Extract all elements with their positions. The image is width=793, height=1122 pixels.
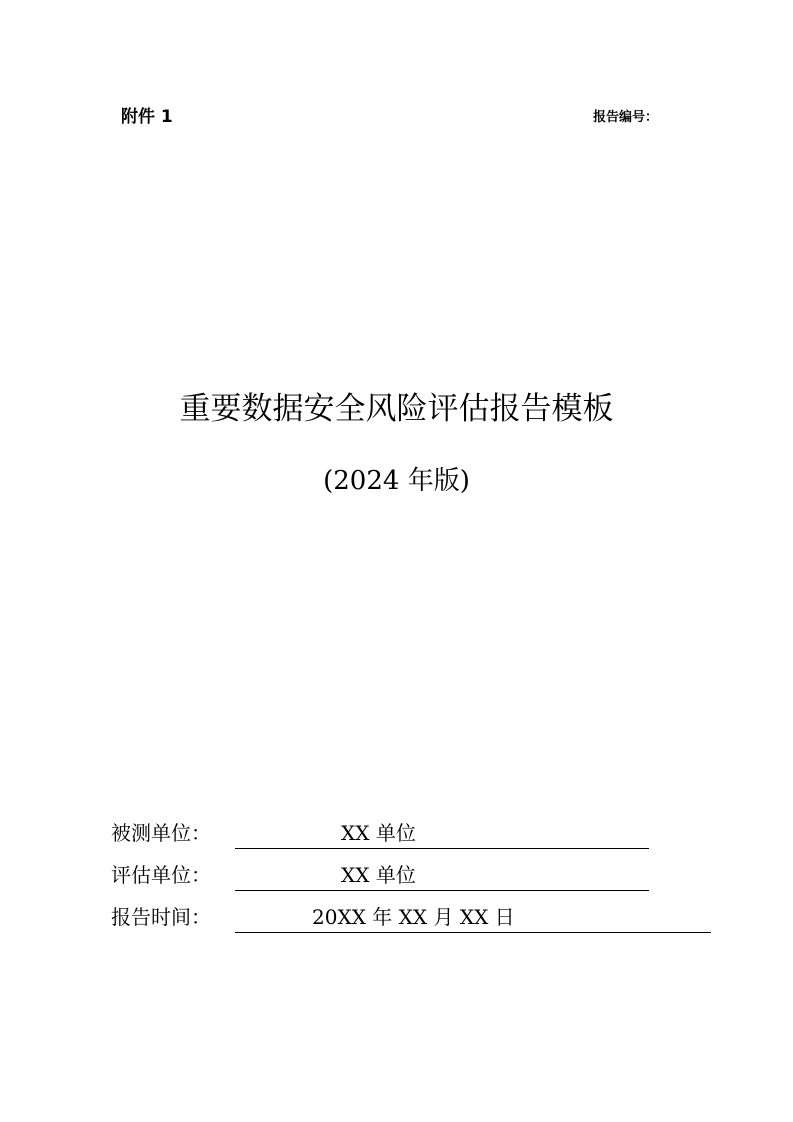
report-time-value: 20XX 年 XX 月 XX 日 (312, 905, 515, 929)
tested-unit-value: XX 单位 (341, 821, 416, 845)
document-title: 重要数据安全风险评估报告模板 (179, 391, 614, 427)
attachment-label: 附件 1 (121, 107, 173, 127)
assessing-unit-label: 评估单位： (111, 863, 211, 887)
document-subtitle: (2024 年版) (323, 466, 470, 496)
report-number-label: 报告编号： (593, 110, 659, 125)
report-time-label: 报告时间： (111, 905, 211, 929)
report-time-underline (235, 932, 711, 933)
tested-unit-field (111, 818, 651, 848)
assessing-unit-field (111, 860, 651, 890)
assessing-unit-value: XX 单位 (341, 863, 416, 887)
assessing-unit-underline (235, 890, 649, 891)
tested-unit-underline (235, 848, 649, 849)
report-time-field (111, 902, 711, 932)
tested-unit-label: 被测单位： (111, 821, 211, 845)
